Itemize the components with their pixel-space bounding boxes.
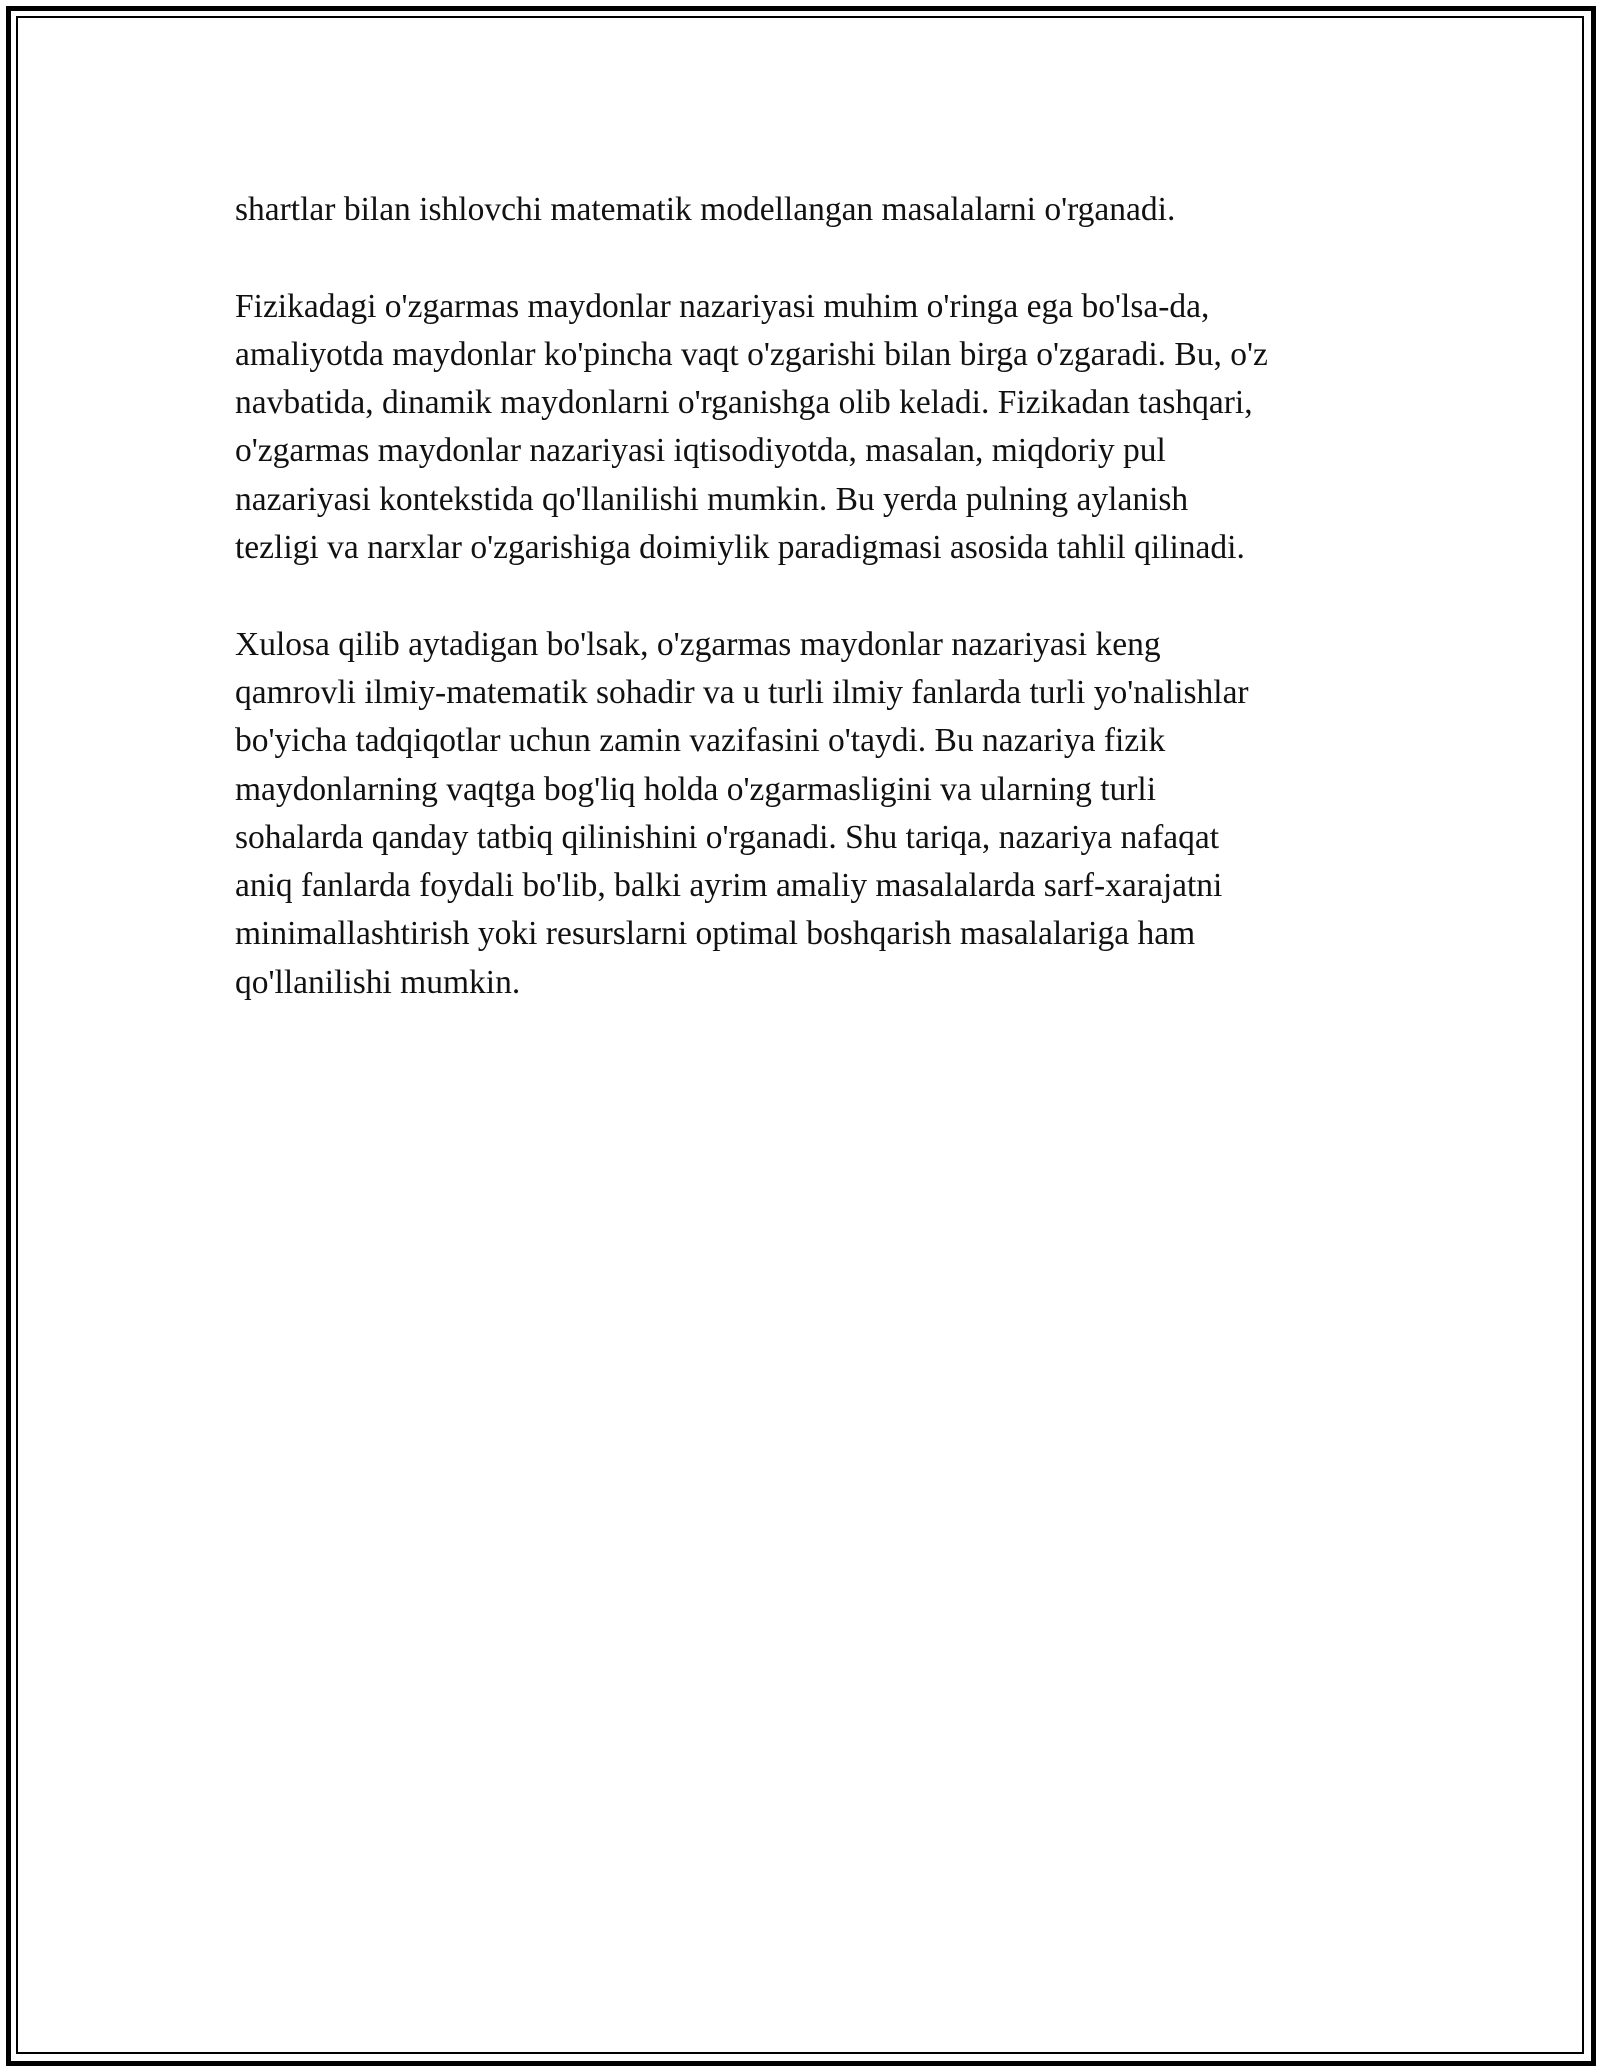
paragraph-1: [235, 186, 1400, 234]
text-line: nazariyasi kontekstida qo'llanilishi mumkin. Bu yerda pulning aylanish: [235, 480, 1189, 518]
text-line: sohalarda qanday tatbiq qilinishini o'rganadi. Shu tariqa, nazariya nafaqat: [235, 818, 1220, 856]
text-line: bo'yicha tadqiqotlar uchun zamin vazifasini o'taydi. Bu nazariya fizik: [235, 722, 1166, 760]
text-line: o'zgarmas maydonlar nazariyasi iqtisodiyotda, masalan, miqdoriy pul: [235, 432, 1166, 470]
text-line: tezligi va narxlar o'zgarishiga doimiylik paradigmasi asosida tahlil qilinadi.: [235, 529, 1245, 567]
text-line: qamrovli ilmiy-matematik sohadir va u turli ilmiy fanlarda turli yo'nalishlar: [235, 673, 1249, 711]
paragraph-2: [235, 283, 1400, 573]
text-line: navbatida, dinamik maydonlarni o'rganishga olib keladi. Fizikadan tashqari,: [235, 384, 1253, 422]
text-line: amaliyotda maydonlar ko'pincha vaqt o'zgarishi bilan birga o'zgaradi. Bu, o'z: [235, 335, 1268, 373]
text-line: Fizikadagi o'zgarmas maydonlar nazariyasi muhim o'ringa ega bo'lsa-da,: [235, 287, 1210, 325]
document-body: [235, 186, 1400, 1007]
text-line: maydonlarning vaqtga bog'liq holda o'zgarmasligini va ularning turli: [235, 770, 1157, 808]
text-line: shartlar bilan ishlovchi matematik modellangan masalalarni o'rganadi.: [235, 191, 1176, 228]
text-line: minimallashtirish yoki resurslarni optimal boshqarish masalalariga ham: [235, 915, 1196, 953]
text-line: qo'llanilishi mumkin.: [235, 963, 521, 1001]
paragraph-3: [235, 621, 1400, 1007]
text-line: aniq fanlarda foydali bo'lib, balki ayrim amaliy masalalarda sarf-xarajatni: [235, 867, 1223, 905]
text-line: Xulosa qilib aytadigan bo'lsak, o'zgarmas maydonlar nazariyasi keng: [235, 625, 1161, 663]
